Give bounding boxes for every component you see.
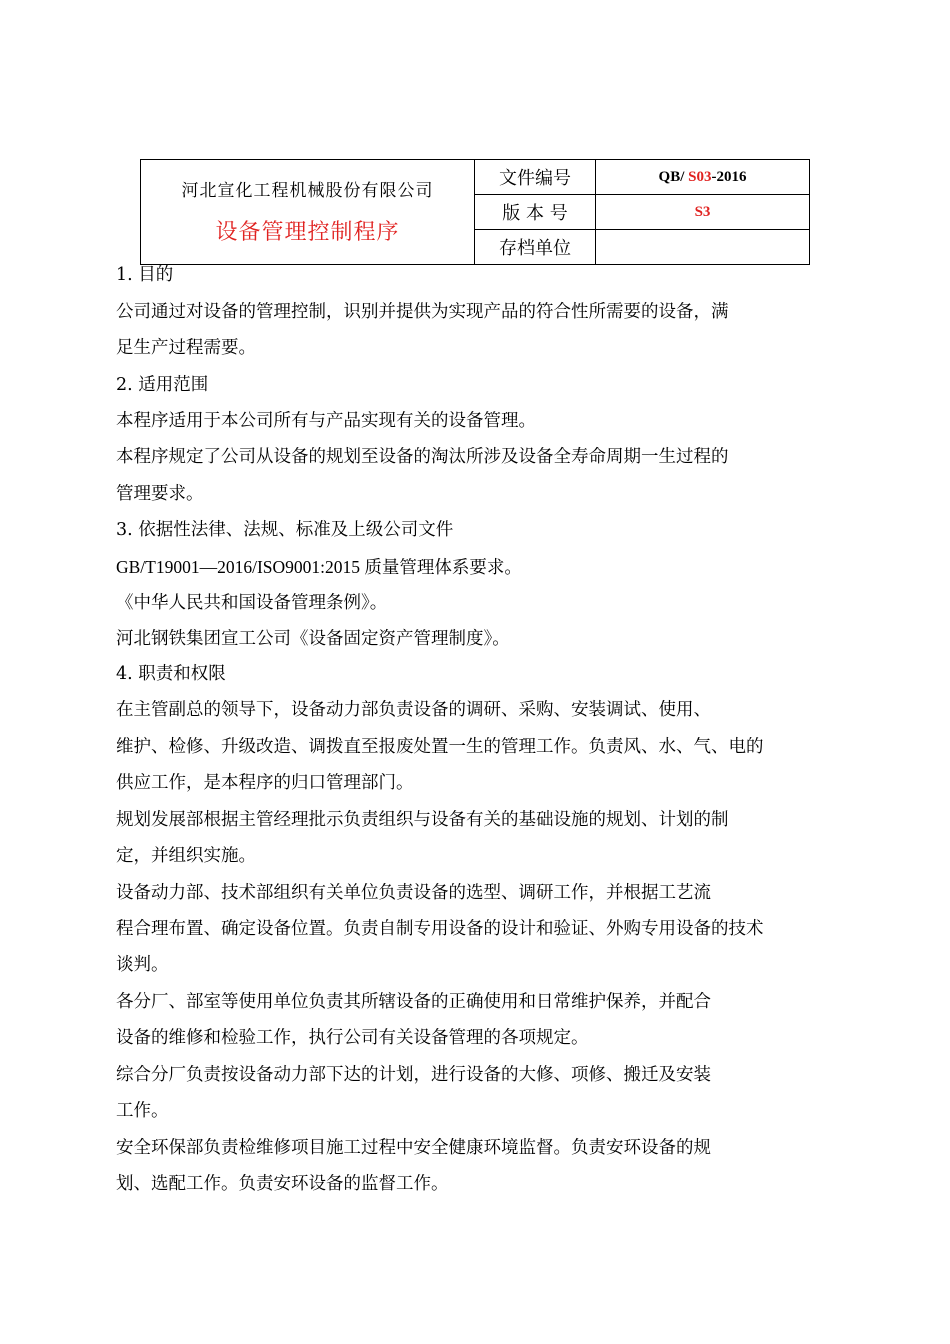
section-heading-responsibilities: 4. 职责和权限 bbox=[116, 664, 226, 684]
doc-number-label: 文件编号 bbox=[475, 160, 596, 195]
paragraph-line: 工作。 bbox=[116, 1101, 169, 1121]
paragraph-line: 管理要求。 bbox=[116, 484, 204, 504]
paragraph-line: 供应工作，是本程序的归口管理部门。 bbox=[116, 773, 414, 793]
paragraph-line: 程合理布置、确定设备位置。负责自制专用设备的设计和验证、外购专用设备的技术 bbox=[116, 919, 764, 939]
paragraph-line: 本程序适用于本公司所有与产品实现有关的设备管理。 bbox=[116, 411, 536, 431]
paragraph-line: 河北钢铁集团宣工公司《设备固定资产管理制度》。 bbox=[116, 629, 510, 649]
section-heading-scope: 2. 适用范围 bbox=[116, 375, 209, 395]
version-code: S3 bbox=[694, 203, 711, 220]
section-heading-purpose: 1. 目的 bbox=[116, 265, 174, 285]
version-label: 版 本 号 bbox=[475, 195, 596, 230]
document-header-table bbox=[140, 159, 810, 265]
paragraph-line: 维护、检修、升级改造、调拨直至报废处置一生的管理工作。负责风、水、气、电的 bbox=[116, 737, 764, 757]
paragraph-line: 综合分厂负责按设备动力部下达的计划，进行设备的大修、项修、搬迁及安装 bbox=[116, 1065, 711, 1085]
paragraph-line: GB/T19001—2016/ISO9001:2015 质量管理体系要求。 bbox=[116, 557, 522, 577]
paragraph-line: 设备的维修和检验工作，执行公司有关设备管理的各项规定。 bbox=[116, 1028, 589, 1048]
doc-number-value bbox=[596, 160, 810, 195]
document-title: 设备管理控制程序 bbox=[215, 220, 400, 245]
doc-number-year: -2016 bbox=[711, 168, 747, 185]
paragraph-line: 规划发展部根据主管经理批示负责组织与设备有关的基础设施的规划、计划的制 bbox=[116, 810, 729, 830]
paragraph-line: 设备动力部、技术部组织有关单位负责设备的选型、调研工作，并根据工艺流 bbox=[116, 883, 711, 903]
version-value bbox=[596, 195, 810, 230]
doc-number-prefix: QB/ bbox=[658, 168, 689, 185]
paragraph-line: 各分厂、部室等使用单位负责其所辖设备的正确使用和日常维护保养，并配合 bbox=[116, 992, 711, 1012]
paragraph-line: 在主管副总的领导下，设备动力部负责设备的调研、采购、安装调试、使用、 bbox=[116, 700, 711, 720]
paragraph-line: 谈判。 bbox=[116, 955, 169, 975]
archive-unit-label: 存档单位 bbox=[475, 230, 596, 265]
doc-number-code: S03 bbox=[688, 168, 712, 185]
paragraph-line: 公司通过对设备的管理控制，识别并提供为实现产品的符合性所需要的设备，满 bbox=[116, 302, 729, 322]
paragraph-line: 定，并组织实施。 bbox=[116, 846, 256, 866]
archive-unit-value bbox=[596, 230, 810, 265]
company-title-cell bbox=[141, 160, 475, 265]
paragraph-line: 足生产过程需要。 bbox=[116, 338, 256, 358]
company-name: 河北宣化工程机械股份有限公司 bbox=[181, 181, 434, 201]
paragraph-line: 本程序规定了公司从设备的规划至设备的淘汰所涉及设备全寿命周期一生过程的 bbox=[116, 447, 729, 467]
paragraph-line: 划、选配工作。负责安环设备的监督工作。 bbox=[116, 1174, 449, 1194]
paragraph-line: 安全环保部负责检维修项目施工过程中安全健康环境监督。负责安环设备的规 bbox=[116, 1138, 711, 1158]
section-heading-basis: 3. 依据性法律、法规、标准及上级公司文件 bbox=[116, 520, 454, 540]
paragraph-line: 《中华人民共和国设备管理条例》。 bbox=[116, 593, 388, 613]
